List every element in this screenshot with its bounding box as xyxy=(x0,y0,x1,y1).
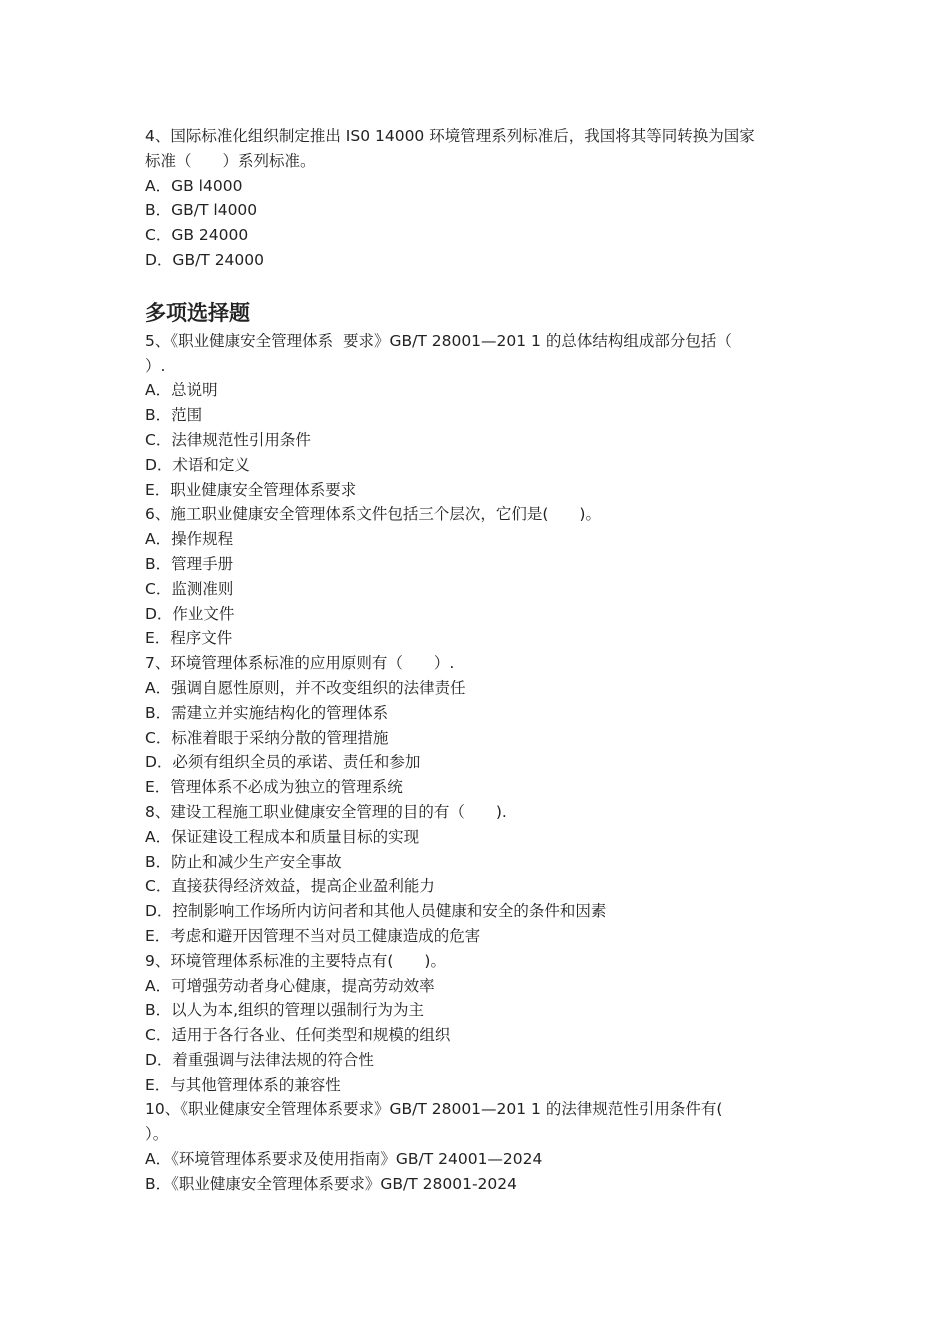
section-title: 多项选择题 xyxy=(145,300,250,325)
option-b: B．范围 xyxy=(145,406,203,425)
option-c: C．监测准则 xyxy=(145,579,234,598)
question-text: 6、施工职业健康安全管理体系文件包括三个层次，它们是( )。 xyxy=(145,505,601,524)
option-b: B．需建立并实施结构化的管理体系 xyxy=(145,703,389,722)
option-a: A．强调自愿性原则，并不改变组织的法律责任 xyxy=(145,678,466,697)
question-6 xyxy=(145,502,825,651)
option-e: E．与其他管理体系的兼容性 xyxy=(145,1075,341,1094)
question-5 xyxy=(145,329,825,503)
option-b: B．防止和减少生产安全事故 xyxy=(145,852,342,871)
option-e: E．管理体系不必成为独立的管理系统 xyxy=(145,778,403,797)
question-10 xyxy=(145,1097,825,1196)
question-7 xyxy=(145,651,825,800)
question-text: ）. xyxy=(145,356,166,375)
option-e: E．考虑和避开因管理不当对员工健康造成的危害 xyxy=(145,926,481,945)
option-b: B．管理手册 xyxy=(145,554,234,573)
option-d: D．作业文件 xyxy=(145,604,235,623)
option-b: B．《职业健康安全管理体系要求》GB/T 28001-2024 xyxy=(145,1174,517,1193)
option-a: A．《环境管理体系要求及使用指南》GB/T 24001—2024 xyxy=(145,1150,543,1169)
option-c: C．直接获得经济效益，提高企业盈利能力 xyxy=(145,877,435,896)
option-a: A．操作规程 xyxy=(145,530,234,549)
option-d: D．必须有组织全员的承诺、责任和参加 xyxy=(145,753,421,772)
option-a: A．GB l4000 xyxy=(145,176,243,195)
option-d: D．控制影响工作场所内访问者和其他人员健康和安全的条件和因素 xyxy=(145,902,607,921)
option-e: E．职业健康安全管理体系要求 xyxy=(145,480,357,499)
option-c: C．适用于各行各业、任何类型和规模的组织 xyxy=(145,1026,451,1045)
question-text: 8、建设工程施工职业健康安全管理的目的有（ ). xyxy=(145,802,507,821)
question-4 xyxy=(145,124,825,273)
option-d: D．着重强调与法律法规的符合性 xyxy=(145,1050,374,1069)
question-8 xyxy=(145,800,825,949)
option-e: E．程序文件 xyxy=(145,629,233,648)
option-b: B．GB/T l4000 xyxy=(145,201,258,220)
document-page xyxy=(145,124,825,1197)
option-d: D．术语和定义 xyxy=(145,455,250,474)
question-text: 5、《职业健康安全管理体系 要求》GB/T 28001—201 1 的总体结构组成部分包括（ xyxy=(145,331,732,350)
option-a: A．总说明 xyxy=(145,381,218,400)
question-text: 7、环境管理体系标准的应用原则有（ ）. xyxy=(145,654,455,673)
question-text: 9、环境管理体系标准的主要特点有( )。 xyxy=(145,951,446,970)
option-c: C．GB 24000 xyxy=(145,226,249,245)
question-text: 4、国际标准化组织制定推出 IS0 14000 环境管理系列标准后，我国将其等同转换为国家 xyxy=(145,127,755,145)
question-text: 10、《职业健康安全管理体系要求》GB/T 28001—201 1 的法律规范性引用条件有( xyxy=(145,1100,723,1119)
option-c: C．标准着眼于采纳分散的管理措施 xyxy=(145,728,389,747)
question-text: 标准（ ）系列标准。 xyxy=(145,151,316,170)
option-b: B．以人为本,组织的管理以强制行为为主 xyxy=(145,1001,425,1020)
option-d: D．GB/T 24000 xyxy=(145,250,265,269)
option-a: A．保证建设工程成本和质量目标的实现 xyxy=(145,827,420,846)
question-9 xyxy=(145,949,825,1098)
option-c: C．法律规范性引用条件 xyxy=(145,430,311,449)
question-text: ）。 xyxy=(145,1125,169,1144)
option-a: A．可增强劳动者身心健康，提高劳动效率 xyxy=(145,976,435,995)
